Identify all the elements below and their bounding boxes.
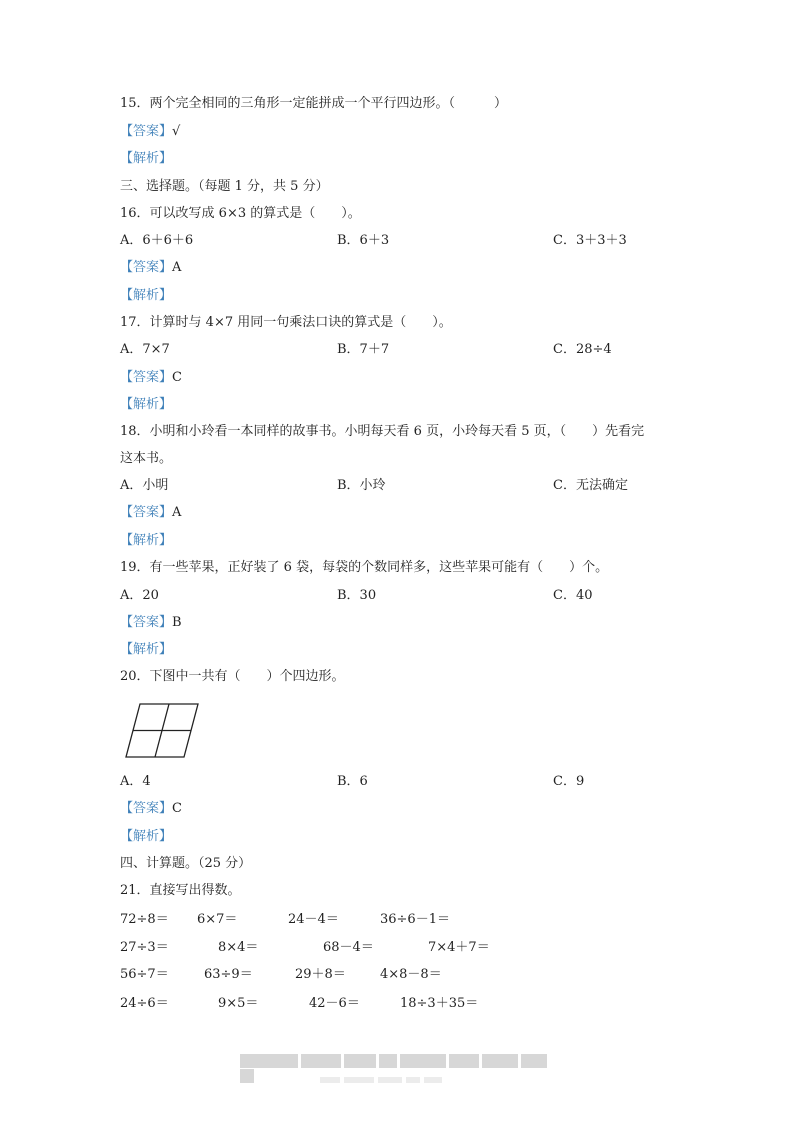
q20-text: 20．下图中一共有（ ）个四边形。 [120, 669, 345, 684]
calc-item: 7×4＋7＝ [428, 940, 490, 955]
calc-item: 4×8－8＝ [380, 967, 442, 982]
q18-analysis-tag: 【解析】 [120, 533, 173, 548]
answer-value: A [172, 505, 182, 520]
answer-tag: 【答案】 [120, 260, 173, 275]
calc-item: 27÷3＝ [120, 940, 169, 955]
q20-answer [120, 801, 182, 817]
q18-text-line1: 18．小明和小玲看一本同样的故事书。小明每天看 6 页，小玲每天看 5 页，（ ）先看完 [120, 424, 645, 439]
answer-value: C [172, 370, 182, 385]
q16-text: 16．可以改写成 6×3 的算式是（ ）。 [120, 206, 361, 221]
parallelogram-figure [124, 703, 202, 759]
calc-item: 63÷9＝ [204, 967, 253, 982]
q15-answer [120, 124, 180, 140]
q18-text-line2: 这本书。 [120, 451, 173, 466]
section3-heading: 三、选择题。（每题 1 分，共 5 分） [120, 179, 329, 194]
calc-item: 29＋8＝ [295, 967, 346, 982]
q21-text: 21．直接写出得数。 [120, 883, 241, 898]
calc-item: 6×7＝ [197, 912, 238, 927]
section4-heading: 四、计算题。（25 分） [120, 856, 252, 871]
q16-option-b: B．6＋3 [337, 233, 390, 248]
answer-tag: 【答案】 [120, 801, 173, 816]
calc-item: 18÷3＋35＝ [400, 996, 479, 1011]
answer-value: √ [172, 124, 181, 139]
q17-answer [120, 370, 182, 386]
q16-analysis-tag: 【解析】 [120, 288, 173, 303]
q20-option-b: B．6 [337, 774, 368, 789]
q17-option-c: C．28÷4 [553, 342, 612, 357]
q18-option-b: B．小玲 [337, 478, 386, 493]
blurred-watermark [240, 1054, 558, 1070]
answer-value: B [172, 615, 182, 630]
answer-tag: 【答案】 [120, 505, 173, 520]
q20-option-a: A．4 [120, 774, 151, 789]
q18-answer [120, 505, 181, 521]
answer-tag: 【答案】 [120, 615, 173, 630]
q15-analysis-tag: 【解析】 [120, 151, 173, 166]
q18-option-a: A．小明 [120, 478, 169, 493]
q19-option-c: C．40 [553, 588, 593, 603]
q16-option-c: C．3＋3＋3 [553, 233, 627, 248]
answer-value: A [172, 260, 182, 275]
calc-item: 56÷7＝ [120, 967, 169, 982]
q20-option-c: C．9 [553, 774, 585, 789]
q20-analysis-tag: 【解析】 [120, 829, 173, 844]
q19-option-a: A．20 [120, 588, 159, 603]
q17-option-a: A．7×7 [120, 342, 170, 357]
q15-text: 15．两个完全相同的三角形一定能拼成一个平行四边形。（ ） [120, 96, 508, 111]
calc-item: 8×4＝ [218, 940, 259, 955]
answer-tag: 【答案】 [120, 370, 173, 385]
calc-item: 36÷6－1＝ [380, 912, 450, 927]
q19-text: 19．有一些苹果，正好装了 6 袋，每袋的个数同样多，这些苹果可能有（ ）个。 [120, 560, 609, 575]
calc-item: 42－6＝ [309, 996, 360, 1011]
q19-option-b: B．30 [337, 588, 377, 603]
q19-answer [120, 615, 182, 631]
q16-option-a: A．6＋6＋6 [120, 233, 194, 248]
answer-value: C [172, 801, 182, 816]
q17-text: 17．计算时与 4×7 用同一句乘法口诀的算式是（ ）。 [120, 315, 452, 330]
answer-tag: 【答案】 [120, 124, 173, 139]
q17-analysis-tag: 【解析】 [120, 397, 173, 412]
calc-item: 72÷8＝ [120, 912, 169, 927]
q19-analysis-tag: 【解析】 [120, 642, 173, 657]
calc-item: 68－4＝ [323, 940, 374, 955]
calc-item: 24－4＝ [288, 912, 339, 927]
q18-option-c: C．无法确定 [553, 478, 628, 493]
q16-answer [120, 260, 181, 276]
q17-option-b: B．7＋7 [337, 342, 390, 357]
blurred-watermark-sub [320, 1077, 460, 1085]
calc-item: 9×5＝ [218, 996, 259, 1011]
calc-item: 24÷6＝ [120, 996, 169, 1011]
